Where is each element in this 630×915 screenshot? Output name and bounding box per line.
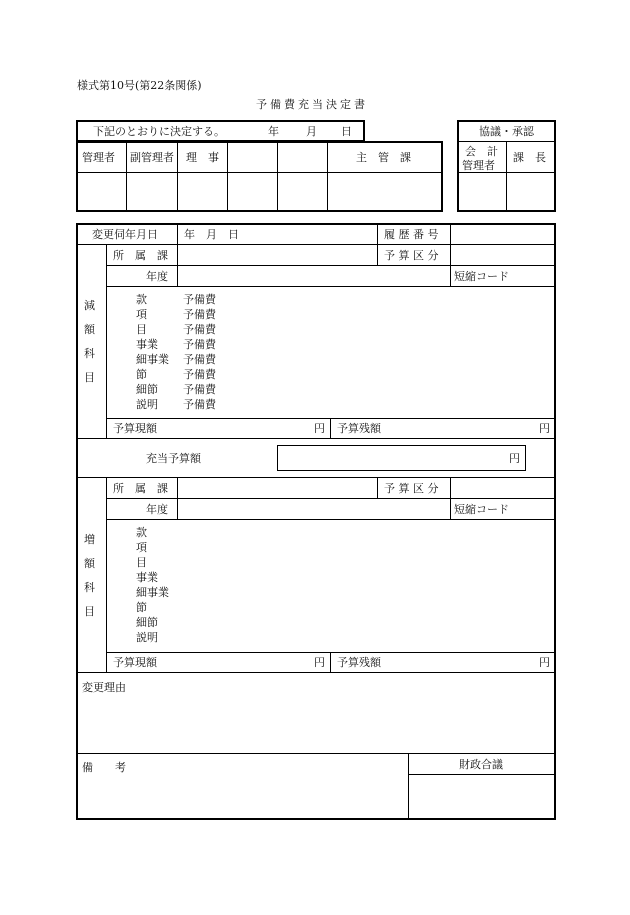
decision-year: 年 [268, 125, 279, 138]
increase-current-budget-label: 予算現額 [113, 656, 157, 669]
decision-month: 月 [306, 125, 317, 138]
label-change-date: 変更伺年月日 [92, 228, 158, 241]
finance-consult-label: 財政合議 [459, 758, 503, 771]
increase-item-label: 款 [136, 526, 147, 539]
reduction-side-1: 減 [84, 299, 95, 312]
decision-day: 日 [341, 125, 352, 138]
reduction-item-label: 節 [136, 368, 147, 381]
increase-remaining-label: 予算残額 [337, 656, 381, 669]
allocation-label: 充当予算額 [146, 452, 201, 465]
increase-side-3: 科 [84, 581, 95, 594]
page-title: 予備費充当決定書 [256, 98, 368, 111]
reduction-item-value: 予備費 [183, 323, 216, 336]
reduction-budget-div-label: 予 算 区 分 [384, 249, 439, 262]
reduction-item-label: 細節 [136, 383, 158, 396]
reduction-dept-label: 所 属 課 [113, 249, 168, 262]
reduction-item-value: 予備費 [183, 383, 216, 396]
allocation-yen: 円 [509, 452, 520, 465]
label-history-no: 履 歴 番 号 [384, 228, 439, 241]
label-vice-manager: 副管理者 [130, 151, 174, 164]
reduction-item-value: 予備費 [183, 368, 216, 381]
increase-item-label: 細事業 [136, 586, 169, 599]
increase-side-1: 増 [84, 533, 95, 546]
increase-year-label: 年度 [146, 503, 168, 516]
remarks-label: 備 考 [82, 761, 126, 774]
reduction-item-label: 説明 [136, 398, 158, 411]
change-date-value: 年 月 日 [184, 228, 239, 241]
change-reason-label: 変更理由 [82, 681, 126, 694]
reduction-short-code-label: 短縮コード [454, 270, 509, 283]
increase-budget-div-label: 予 算 区 分 [384, 482, 439, 495]
label-main-section: 主 管 課 [356, 151, 411, 164]
reduction-item-value: 予備費 [183, 338, 216, 351]
label-director: 理 事 [186, 151, 219, 164]
increase-item-label: 細節 [136, 616, 158, 629]
reduction-side-2: 額 [84, 323, 95, 336]
reduction-item-value: 予備費 [183, 293, 216, 306]
reduction-remaining-yen: 円 [539, 422, 550, 435]
increase-side-4: 目 [84, 605, 95, 618]
increase-item-label: 節 [136, 601, 147, 614]
reduction-side-3: 科 [84, 347, 95, 360]
reduction-item-label: 款 [136, 293, 147, 306]
reduction-current-yen: 円 [314, 422, 325, 435]
label-accounting-l1: 会 計 [465, 145, 498, 158]
increase-side-2: 額 [84, 557, 95, 570]
reduction-item-value: 予備費 [183, 398, 216, 411]
reduction-item-value: 予備費 [183, 308, 216, 321]
reduction-remaining-label: 予算残額 [337, 422, 381, 435]
increase-short-code-label: 短縮コード [454, 503, 509, 516]
increase-remaining-yen: 円 [539, 656, 550, 669]
increase-item-label: 説明 [136, 631, 158, 644]
reduction-item-label: 細事業 [136, 353, 169, 366]
decision-text: 下記のとおりに決定する。 [93, 125, 225, 138]
increase-item-label: 目 [136, 556, 147, 569]
main-form [76, 223, 556, 820]
form-number: 様式第10号(第22条関係) [77, 79, 202, 92]
consult-title: 協議・承認 [479, 125, 534, 138]
increase-current-yen: 円 [314, 656, 325, 669]
reduction-item-label: 項 [136, 308, 147, 321]
label-section-chief: 課 長 [513, 151, 546, 164]
reduction-current-budget-label: 予算現額 [113, 422, 157, 435]
reduction-item-label: 目 [136, 323, 147, 336]
increase-dept-label: 所 属 課 [113, 482, 168, 495]
label-accounting-l2: 管理者 [462, 159, 495, 172]
reduction-side-4: 目 [84, 371, 95, 384]
increase-item-label: 項 [136, 541, 147, 554]
reduction-item-label: 事業 [136, 338, 158, 351]
allocation-amount-field[interactable] [277, 445, 526, 471]
label-manager: 管理者 [82, 151, 115, 164]
reduction-item-value: 予備費 [183, 353, 216, 366]
increase-item-label: 事業 [136, 571, 158, 584]
reduction-year-label: 年度 [146, 270, 168, 283]
